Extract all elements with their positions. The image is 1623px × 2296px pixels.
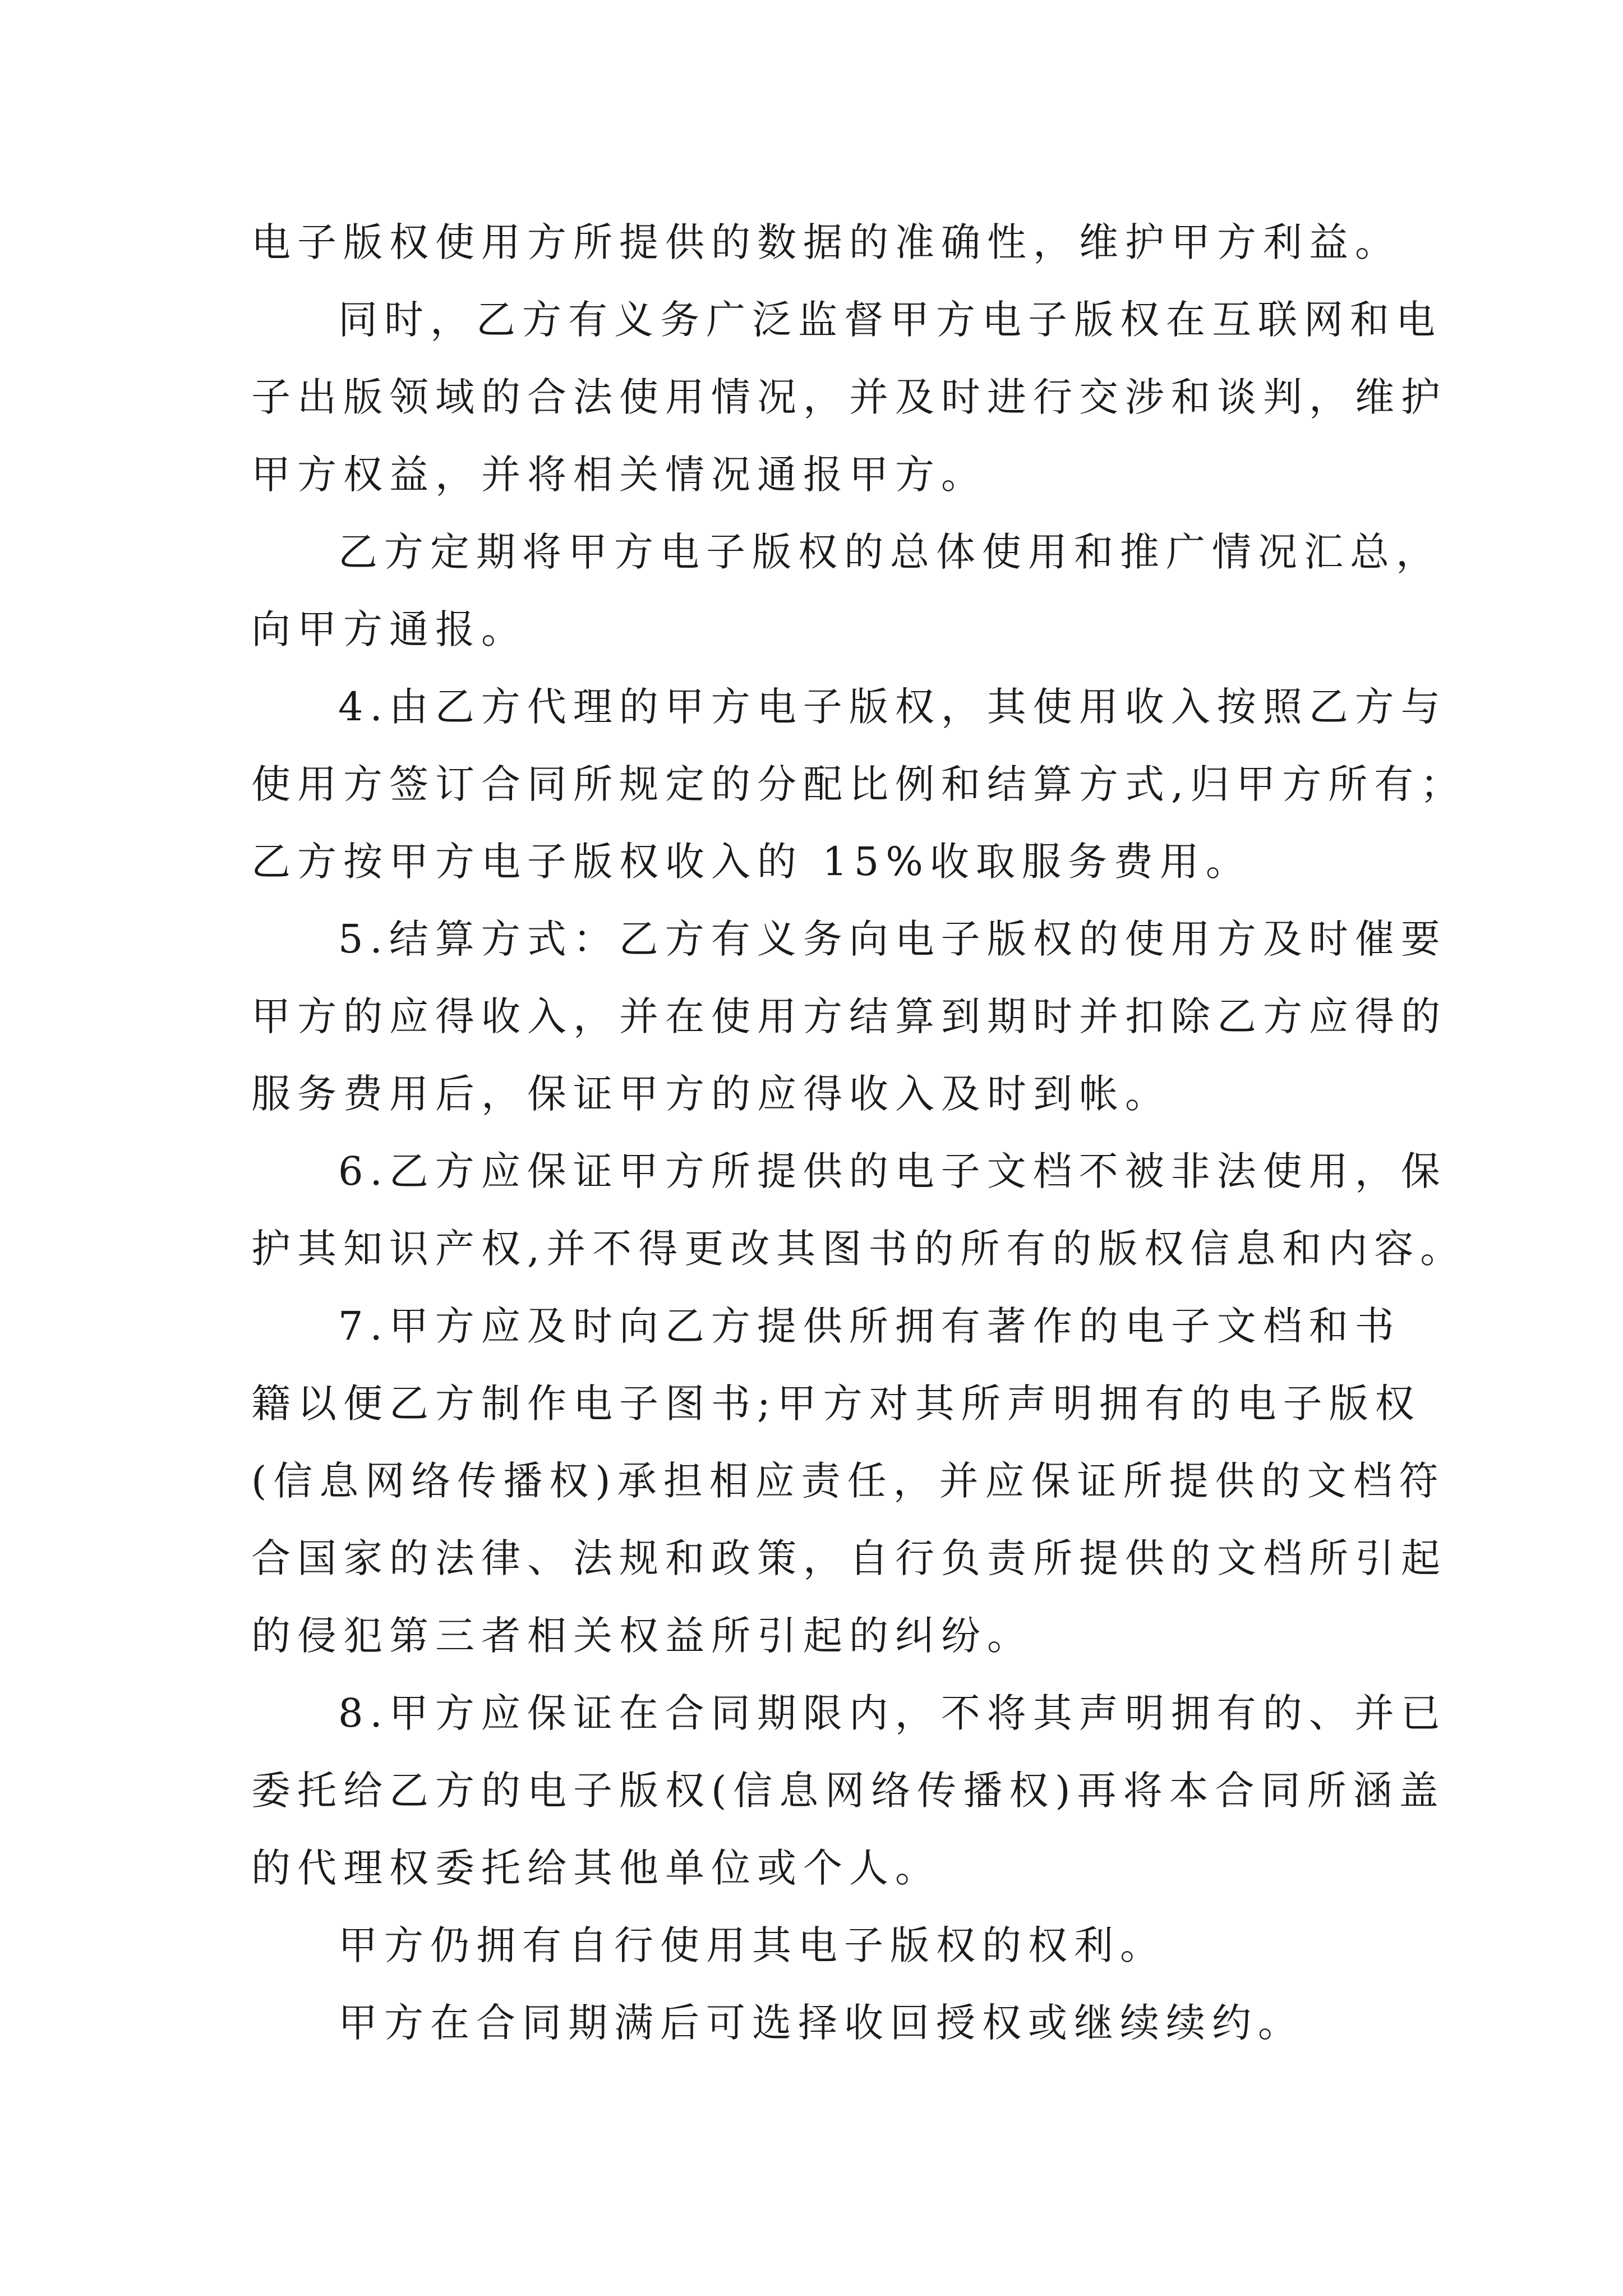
text-line-4: 甲方权益，并将相关情况通报甲方。 [251, 452, 987, 498]
text-line-18: 合国家的法律、法规和政策，自行负责所提供的文档所引起 [251, 1535, 1447, 1581]
text-line-2: 同时，乙方有义务广泛监督甲方电子版权在互联网和电 [338, 297, 1442, 343]
text-line-10: 5.结算方式：乙方有义务向电子版权的使用方及时催要 [338, 916, 1447, 962]
text-line-22: 的代理权委托给其他单位或个人。 [251, 1845, 941, 1891]
text-line-21: 委托给乙方的电子版权(信息网络传播权)再将本合同所涵盖 [251, 1768, 1445, 1814]
text-line-11: 甲方的应得收入，并在使用方结算到期时并扣除乙方应得的 [251, 993, 1447, 1039]
text-line-9: 乙方按甲方电子版权收入的 15%收取服务费用。 [251, 839, 1252, 885]
text-line-5: 乙方定期将甲方电子版权的总体使用和推广情况汇总， [338, 529, 1442, 575]
text-line-6: 向甲方通报。 [251, 606, 527, 652]
text-line-7: 4.由乙方代理的甲方电子版权，其使用收入按照乙方与 [338, 684, 1447, 730]
text-line-20: 8.甲方应保证在合同期限内，不将其声明拥有的、并已 [338, 1690, 1447, 1736]
text-line-15: 7.甲方应及时向乙方提供所拥有著作的电子文档和书 [338, 1303, 1401, 1349]
text-line-3: 子出版领域的合法使用情况，并及时进行交涉和谈判，维护 [251, 374, 1447, 420]
text-line-17: (信息网络传播权)承担相应责任，并应保证所提供的文档符 [251, 1458, 1445, 1504]
text-line-12: 服务费用后，保证甲方的应得收入及时到帐。 [251, 1071, 1171, 1117]
text-line-1: 电子版权使用方所提供的数据的准确性，维护甲方利益。 [251, 219, 1401, 265]
text-line-13: 6.乙方应保证甲方所提供的电子文档不被非法使用，保 [338, 1148, 1447, 1194]
text-line-8: 使用方签订合同所规定的分配比例和结算方式,归甲方所有； [251, 761, 1467, 807]
text-line-24: 甲方在合同期满后可选择收回授权或继续续约。 [338, 2000, 1304, 2046]
text-line-16: 籍以便乙方制作电子图书;甲方对其所声明拥有的电子版权 [251, 1381, 1421, 1427]
text-line-14: 护其知识产权,并不得更改其图书的所有的版权信息和内容。 [251, 1226, 1467, 1272]
text-line-19: 的侵犯第三者相关权益所引起的纠纷。 [251, 1613, 1033, 1659]
text-line-23: 甲方仍拥有自行使用其电子版权的权利。 [338, 1922, 1166, 1968]
